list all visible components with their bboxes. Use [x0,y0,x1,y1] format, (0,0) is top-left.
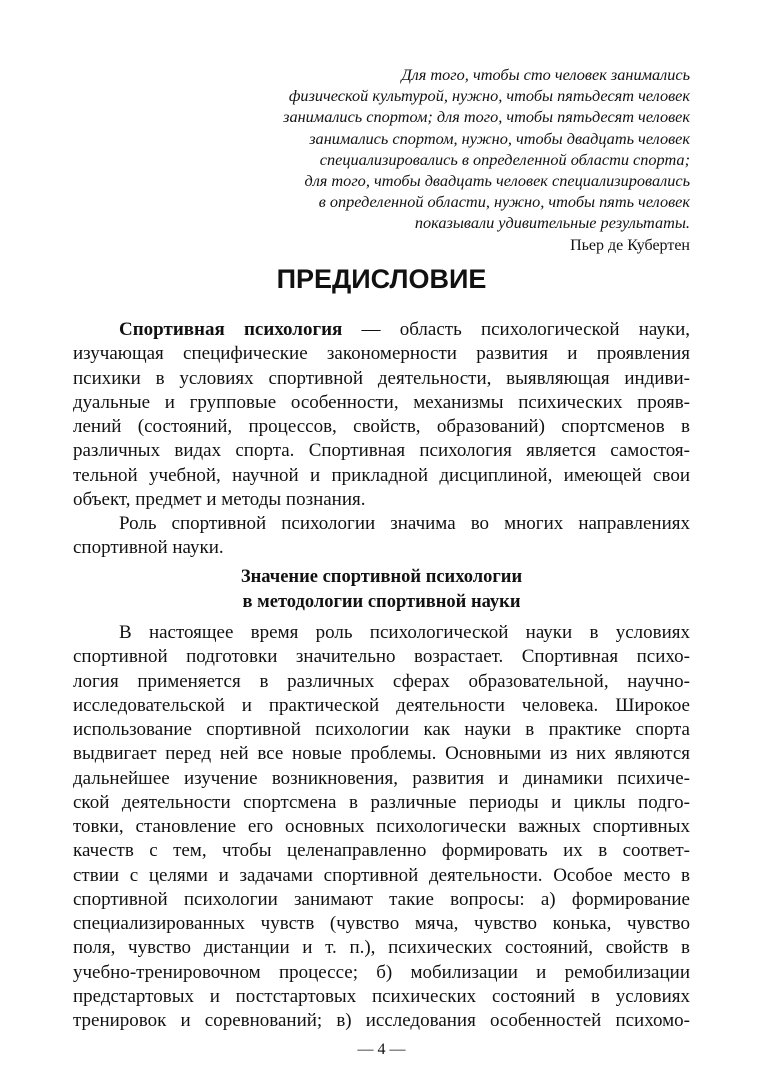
epigraph-line: физической культурой, нужно, чтобы пятьдесят человек [288,86,690,106]
paragraph-line: дальнейшее изучение возникновения, развития и динамики психиче- [73,767,690,789]
paragraph-line: лений (состояний, процессов, свойств, образований) спортсменов в [73,416,690,437]
paragraph-line: использование спортивной психологии как науки в практике спорта [73,719,690,740]
section-heading [0,565,763,614]
page-number: — 4 — [357,1041,406,1058]
epigraph-line: в определенной области, нужно, чтобы пять человек [318,192,690,212]
line-rest: — область психологической науки, [342,319,690,340]
epigraph-line: занимались спортом; для того, чтобы пятьдесят человек [283,107,690,127]
paragraph-role [73,512,690,561]
paragraph-line: спортивной психологии занимают такие вопросы: а) формирование [73,888,690,910]
epigraph-line: для того, чтобы двадцать человек специализировались [304,171,690,191]
epigraph-line: специализировались в определенной области спорта; [319,149,690,169]
paragraph-line: В настоящее время роль психологической науки в условиях [119,622,690,643]
paragraph-line: специализированных чувств (чувство мяча, чувство конька, чувство [73,913,690,934]
paragraph-line: товки, становление его основных психологически важных спортивных [73,816,690,837]
paragraph-line: качеств с тем, чтобы целенаправленно формировать их в соответ- [73,840,690,862]
paragraph-line: тельной учебной, научной и прикладной дисциплиной, имеющей свои [73,464,690,486]
paragraph-line: психики в условиях спортивной деятельности, выявляющая индиви- [73,367,690,389]
paragraph-line: изучающая специфические закономерности развития и проявления [73,343,690,365]
paragraph-line: ской деятельности спортсмена в различные периоды и циклы подго- [73,791,690,813]
bold-term: Спортивная психология [119,319,343,340]
paragraph-line: выдвигает перед ней все новые проблемы. Основными из них являются [73,743,690,765]
paragraph-line: спортивной науки. [73,537,224,559]
epigraph-line: показывали удивительные результаты. [414,213,690,233]
section-heading-line: Значение спортивной психологии [240,567,523,587]
paragraph-line: спортивной подготовки значительно возрастает. Спортивная психо- [73,646,690,668]
epigraph [230,64,690,234]
paragraph-line: поля, чувство дистанции и т. п.), психических состояний, свойств в [73,937,690,959]
epigraph-author: Пьер де Кубертен [570,237,690,254]
paragraph-line [73,318,690,342]
paragraph-line: дуальные и групповые особенности, механизмы психических прояв- [73,391,690,413]
paragraph-line: тренировок и соревнований; в) исследования особенностей психомо- [73,1010,690,1031]
paragraph-line: Роль спортивной психологии значима во многих направлениях [119,513,690,534]
paragraph-significance [73,621,690,1033]
paragraph-line: объект, предмет и методы познания. [73,488,366,510]
paragraph-line: логия применяется в различных сферах образовательной, научно- [73,670,690,692]
epigraph-line: занимались спортом, нужно, чтобы двадцать человек [309,128,690,148]
paragraph-line: ствии с целями и задачами спортивной деятельности. Особое место в [73,864,690,886]
page-title: ПРЕДИСЛОВИЕ [276,264,487,294]
paragraph-line: исследовательской и практической деятельности человека. Широкое [73,694,690,716]
paragraph-line: предстартовых и постстартовых психических состояний в условиях [73,985,690,1007]
paragraph-definition [73,318,690,512]
epigraph-line: Для того, чтобы сто человек занимались [401,65,690,84]
paragraph-line: различных видах спорта. Спортивная психология является самостоя- [73,440,690,462]
section-heading-line: в методологии спортивной науки [242,591,521,612]
paragraph-line: учебно-тренировочном процессе; б) мобилизации и ремобилизации [73,961,690,983]
